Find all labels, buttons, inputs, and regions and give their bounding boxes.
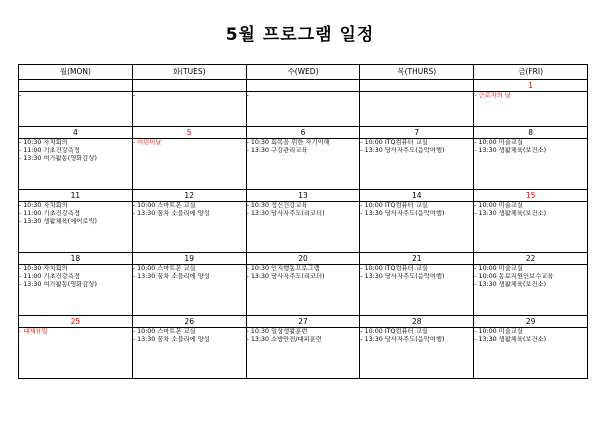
event-item: - 10:30 인지행동프로그램 — [246, 265, 320, 272]
event-item: - 10:00 ITQ컴퓨터 교실 — [360, 139, 428, 146]
day-number: 18 — [19, 253, 133, 265]
event-item: - 13:30 꿈차 소믈리에 양성 — [132, 210, 210, 218]
day-cell — [360, 328, 474, 379]
event-item: - 10:30 회복을 위한 자기이해 — [246, 139, 330, 146]
day-number: 28 — [360, 316, 474, 328]
day-cell — [19, 139, 133, 190]
day-number: 15 — [474, 190, 588, 202]
event-item: - 13:30 소방안전/대피훈련 — [246, 336, 322, 344]
event-item: - 대체휴일 — [19, 328, 48, 335]
event-item: - 13:30 당사자주도(음악여행) — [360, 273, 445, 281]
day-cell — [246, 265, 360, 316]
day-cell — [474, 202, 588, 253]
event-item: - 11:00 기초건강측정 — [19, 210, 80, 218]
day-cell — [474, 92, 588, 127]
event-item: - 10:30 자치회의 — [19, 265, 68, 272]
day-cell — [19, 202, 133, 253]
event-item: - 13:30 꿈차 소믈리에 양성 — [132, 273, 210, 281]
day-cell — [19, 328, 133, 379]
page-title: 5월 프로그램 일정 — [225, 25, 375, 45]
day-number: 27 — [246, 316, 360, 328]
day-number: 1 — [474, 80, 588, 92]
event-item: - 10:00 미술교실 — [474, 139, 523, 146]
event-item: - — [246, 92, 249, 99]
header-fri: 금(FRI) — [474, 65, 588, 80]
event-item: - 10:00 미술교실 — [474, 328, 523, 335]
event-item: - 13:30 생활체육(에어로빅) — [19, 218, 97, 226]
week-events-row — [19, 202, 588, 253]
event-item: - 13:30 당사자주도(음악여행) — [360, 147, 445, 155]
day-number — [19, 80, 133, 92]
event-item: - 10:00 ITQ컴퓨터 교실 — [360, 202, 428, 209]
day-cell — [474, 328, 588, 379]
event-item: - 11:00 기초건강측정 — [19, 147, 80, 155]
event-item: - 10:30 일상생활훈련 — [246, 328, 308, 335]
header-wed: 수(WED) — [246, 65, 360, 80]
day-number — [246, 80, 360, 92]
week-events-row — [19, 328, 588, 379]
day-number: 4 — [19, 127, 133, 139]
day-number: 22 — [474, 253, 588, 265]
event-item: - 10:00 스마트폰 교실 — [132, 328, 196, 335]
day-number: 13 — [246, 190, 360, 202]
event-item: - 10:00 동료지원인보수교육 — [474, 273, 554, 281]
event-item: - 13:30 생활체육(보건소) — [474, 336, 547, 344]
day-cell — [132, 328, 246, 379]
day-cell — [360, 265, 474, 316]
header-tue: 화(TUES) — [132, 65, 246, 80]
week-events-row — [19, 92, 588, 127]
day-number: 25 — [19, 316, 133, 328]
week-number-row — [19, 253, 588, 265]
event-item: - 13:30 당사자주도(음악여행) — [360, 336, 445, 344]
day-cell — [246, 92, 360, 127]
day-cell — [19, 265, 133, 316]
day-number: 21 — [360, 253, 474, 265]
event-item: - 13:30 생활체육(보건소) — [474, 147, 547, 155]
event-item: - 13:30 여가활동(영화감상) — [19, 155, 97, 163]
day-number — [132, 80, 246, 92]
day-cell — [246, 202, 360, 253]
week-number-row — [19, 190, 588, 202]
event-item: - 11:00 기초건강측정 — [19, 273, 80, 281]
week-number-row — [19, 80, 588, 92]
day-cell — [132, 202, 246, 253]
event-item: - 10:00 스마트폰 교실 — [132, 202, 196, 209]
event-item: - — [19, 92, 22, 99]
event-item: - 13:30 구강관리교육 — [246, 147, 308, 155]
event-item: - 13:30 꿈차 소믈리에 양성 — [132, 336, 210, 344]
week-events-row — [19, 139, 588, 190]
day-number: 19 — [132, 253, 246, 265]
event-item: - 10:30 정신건강교육 — [246, 202, 308, 209]
week-events-row — [19, 265, 588, 316]
calendar-body — [19, 80, 588, 379]
event-item: - 13:30 당사자주도(음악여행) — [360, 210, 445, 218]
calendar-table — [18, 64, 588, 379]
day-cell — [246, 328, 360, 379]
day-cell — [474, 265, 588, 316]
day-number: 7 — [360, 127, 474, 139]
day-cell — [132, 139, 246, 190]
header-thu: 목(THURS) — [360, 65, 474, 80]
day-number: 11 — [19, 190, 133, 202]
day-cell — [360, 202, 474, 253]
header-mon: 월(MON) — [19, 65, 133, 80]
day-cell — [132, 265, 246, 316]
event-item: - 10:00 미술교실 — [474, 202, 523, 209]
event-item: - — [132, 92, 136, 99]
day-cell — [246, 139, 360, 190]
day-number: 6 — [246, 127, 360, 139]
event-item: - 13:30 생활체육(보건소) — [474, 210, 547, 218]
day-cell — [360, 139, 474, 190]
event-item: - 10:00 ITQ컴퓨터 교실 — [360, 328, 428, 335]
event-item: - 10:00 미술교실 — [474, 265, 523, 272]
day-number: 5 — [132, 127, 246, 139]
event-item: - 10:00 스마트폰 교실 — [132, 265, 196, 272]
event-item: - 10:30 자치회의 — [19, 202, 68, 209]
week-number-row — [19, 127, 588, 139]
event-item: - 13:30 생활체육(보건소) — [474, 281, 547, 289]
day-cell — [132, 92, 246, 127]
day-cell — [360, 92, 474, 127]
event-item: - 13:30 당사자주도(리코더) — [246, 210, 325, 218]
day-cell — [19, 92, 133, 127]
day-number — [360, 80, 474, 92]
week-number-row — [19, 316, 588, 328]
event-item: - 10:30 자치회의 — [19, 139, 68, 146]
event-item: - 13:30 당사자주도(리코더) — [246, 273, 325, 281]
event-item: - 13:30 여가활동(영화감상) — [19, 281, 97, 289]
day-number: 29 — [474, 316, 588, 328]
day-number: 14 — [360, 190, 474, 202]
day-number: 26 — [132, 316, 246, 328]
day-number: 20 — [246, 253, 360, 265]
day-number: 8 — [474, 127, 588, 139]
weekday-header-row — [19, 65, 588, 80]
event-item: - 어린이날 — [132, 139, 162, 146]
day-number: 12 — [132, 190, 246, 202]
event-item: - 10:00 ITQ컴퓨터 교실 — [360, 265, 428, 272]
day-cell — [474, 139, 588, 190]
event-item: - 근로자의 날 — [474, 92, 511, 99]
